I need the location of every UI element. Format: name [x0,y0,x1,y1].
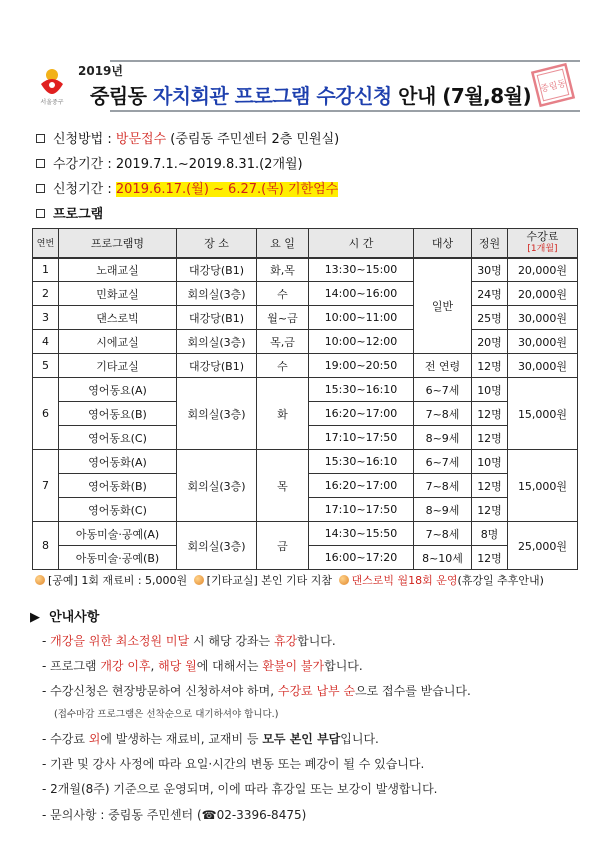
cell-capacity: 12명 [472,546,508,570]
info-deadline-highlight: 2019.6.17.(월) ~ 6.27.(목) 기한엄수 [115,182,339,197]
cell-day: 화 [257,378,309,450]
cell-name: 아동미술·공예(A) [59,522,177,546]
legend-dancerobic: 댄스로빅 월18회 운영 [351,574,458,587]
note-text: - 수강신청은 현장방문하여 신청하셔야 하며, [42,684,278,698]
seal-icon [528,62,578,108]
cell-no: 8 [33,522,59,570]
title-highlight: 자치회관 프로그램 수강신청 [152,84,392,108]
cell-time: 15:30~16:10 [309,378,414,402]
legend-guitar: [기타교실] 본인 기타 지참 [206,574,332,587]
cell-fee: 30,000원 [508,306,578,330]
note-schedule-change: - 기관 및 강사 사정에 따라 요일·시간의 변동 또는 폐강이 될 수 있습니다. [42,757,425,771]
program-table [32,228,578,570]
cell-time: 16:00~17:20 [309,546,414,570]
note-red-text: 휴강 [273,634,298,648]
table-row [33,258,578,282]
cell-name: 노래교실 [59,258,177,282]
cell-day: 월~금 [257,306,309,330]
cell-name: 댄스로빅 [59,306,177,330]
cell-place: 회의실(3층) [177,378,257,450]
cell-time: 14:30~15:50 [309,522,414,546]
header-no: 연번 [33,229,59,258]
cell-name: 시에교실 [59,330,177,354]
note-text: 에 발생하는 재료비, 교재비 등 [100,732,263,746]
notes-title: 안내사항 [49,610,100,625]
cell-name: 영어동요(A) [59,378,177,402]
note-bold-text: 모두 본인 부담 [262,732,341,746]
cell-name: 영어동화(A) [59,450,177,474]
cell-name: 영어동화(B) [59,474,177,498]
cell-day: 화,목 [257,258,309,282]
legend-material-fee: [공예] 1회 재료비 : 5,000원 [48,574,188,587]
note-red-text: 해당 월 [158,659,197,673]
cell-no: 1 [33,258,59,282]
cell-no: 6 [33,378,59,450]
cell-time: 10:00~12:00 [309,330,414,354]
table-row [33,330,578,354]
note-text: 으로 접수를 받습니다. [355,684,471,698]
page-title [90,80,531,109]
cell-capacity: 24명 [472,282,508,306]
title-part-1: 중림동 [90,84,153,108]
note-registration [42,682,471,699]
cell-no: 2 [33,282,59,306]
cell-name: 아동미술·공예(B) [59,546,177,570]
cell-capacity: 10명 [472,378,508,402]
table-header-row [33,229,578,258]
cell-day: 금 [257,522,309,570]
cell-target: 8~10세 [414,546,472,570]
cell-target: 8~9세 [414,498,472,522]
cell-day: 수 [257,282,309,306]
title-part-2: 안내 (7월,8월) [391,84,532,108]
orange-bullet-icon [194,575,204,585]
info-text: (중림동 주민센터 2층 민원실) [166,132,340,147]
header-fee [508,229,578,258]
note-red-text: 개강 이후 [100,659,151,673]
cell-target: 8~9세 [414,426,472,450]
cell-fee: 20,000원 [508,258,578,282]
cell-capacity: 25명 [472,306,508,330]
cell-time: 15:30~16:10 [309,450,414,474]
cell-place: 회의실(3층) [177,330,257,354]
info-label: 수강기간 : [53,157,116,172]
info-red-text: 방문접수 [115,132,167,147]
cell-fee: 30,000원 [508,330,578,354]
note-text: 에 대해서는 [196,659,263,673]
info-label: 신청방법 : [53,132,116,147]
note-text: 시 해당 강좌는 [189,634,274,648]
note-contact: - 문의사항 : 중림동 주민센터 (☎02-3396-8475) [42,808,307,822]
note-red-text: 수강료 납부 순 [277,684,356,698]
logo-text: 서울중구 [40,99,64,106]
cell-capacity: 20명 [472,330,508,354]
cell-place: 대강당(B1) [177,306,257,330]
cell-name: 영어동요(C) [59,426,177,450]
cell-target: 7~8세 [414,522,472,546]
cell-place: 대강당(B1) [177,354,257,378]
header-fee-sub: [1개월] [527,243,558,254]
cell-capacity: 10명 [472,450,508,474]
note-text: 합니다. [324,659,363,673]
cell-name: 기타교실 [59,354,177,378]
cell-target: 일반 [414,258,472,354]
note-red-text: 외 [88,732,101,746]
cell-time: 17:10~17:50 [309,426,414,450]
triangle-bullet-icon: ▶ [30,610,50,625]
header-time: 시 간 [309,229,414,258]
cell-place: 대강당(B1) [177,258,257,282]
cell-fee: 20,000원 [508,282,578,306]
cell-name: 영어동요(B) [59,402,177,426]
note-red-text: 개강을 위한 최소정원 미달 [50,634,190,648]
cell-target: 6~7세 [414,378,472,402]
table-row [33,450,578,474]
header-capacity: 정원 [472,229,508,258]
orange-bullet-icon [35,575,45,585]
checkbox-bullet-icon [36,209,45,218]
checkbox-bullet-icon [36,134,45,143]
cell-capacity: 8명 [472,522,508,546]
cell-capacity: 12명 [472,426,508,450]
header-top-rule [110,60,580,62]
cell-fee: 30,000원 [508,354,578,378]
note-text: - 수강료 [42,732,89,746]
header-place: 장 소 [177,229,257,258]
info-application-period [36,178,338,197]
notes-heading [30,606,99,625]
cell-name: 민화교실 [59,282,177,306]
checkbox-bullet-icon [36,159,45,168]
note-operation-basis: - 2개월(8주) 기준으로 운영되며, 이에 따라 휴강일 또는 보강이 발생합니다. [42,782,438,796]
official-seal [528,62,578,108]
note-refund [42,657,363,674]
legend-dancerobic-note: (휴강일 추후안내) [457,574,544,587]
cell-capacity: 12명 [472,498,508,522]
table-legend [32,572,544,588]
cell-capacity: 12명 [472,474,508,498]
header-fee-label: 수강료 [526,229,559,243]
orange-bullet-icon [339,575,349,585]
district-logo [32,64,72,108]
header-bottom-rule [110,110,580,112]
cell-target: 6~7세 [414,450,472,474]
cell-time: 13:30~15:00 [309,258,414,282]
note-text: , [150,659,159,673]
info-label: 신청기간 : [53,182,116,197]
note-red-text: 환불이 불가 [262,659,325,673]
cell-target: 7~8세 [414,402,472,426]
table-row [33,354,578,378]
table-row [33,306,578,330]
cell-place: 회의실(3층) [177,522,257,570]
cell-time: 14:00~16:00 [309,282,414,306]
cell-fee: 15,000원 [508,450,578,522]
cell-time: 16:20~17:00 [309,474,414,498]
cell-capacity: 12명 [472,402,508,426]
cell-fee: 25,000원 [508,522,578,570]
cell-target: 7~8세 [414,474,472,498]
cell-day: 수 [257,354,309,378]
header-year: 2019년 [78,64,123,78]
info-program-heading [36,203,103,222]
document-header [30,56,580,114]
note-text: - [42,634,51,648]
header-target: 대상 [414,229,472,258]
cell-day: 목,금 [257,330,309,354]
cell-day: 목 [257,450,309,522]
header-day: 요 일 [257,229,309,258]
info-course-period [36,153,303,172]
cell-time: 19:00~20:50 [309,354,414,378]
cell-no: 5 [33,354,59,378]
info-application-method [36,128,339,147]
table-row [33,282,578,306]
note-registration-sub: (접수마감 프로그램은 선착순으로 대기하셔야 합니다.) [54,709,279,720]
cell-capacity: 12명 [472,354,508,378]
info-text: 2019.7.1.~2019.8.31.(2개월) [115,157,303,172]
cell-no: 4 [33,330,59,354]
cell-place: 회의실(3층) [177,450,257,522]
cell-fee: 15,000원 [508,378,578,450]
cell-capacity: 30명 [472,258,508,282]
note-extra-costs [42,730,379,747]
cell-time: 17:10~17:50 [309,498,414,522]
cell-no: 7 [33,450,59,522]
table-row [33,378,578,402]
cell-place: 회의실(3층) [177,282,257,306]
cell-time: 16:20~17:00 [309,402,414,426]
cell-name: 영어동화(C) [59,498,177,522]
district-logo-icon [37,64,67,96]
note-text: 합니다. [297,634,336,648]
cell-time: 10:00~11:00 [309,306,414,330]
header-name: 프로그램명 [59,229,177,258]
note-text: - 프로그램 [42,659,101,673]
cell-target: 전 연령 [414,354,472,378]
info-label: 프로그램 [53,207,104,222]
note-text: 입니다. [340,732,379,746]
seal-text: 중림동 [539,78,568,95]
checkbox-bullet-icon [36,184,45,193]
note-minimum-enrollment [42,632,336,649]
cell-no: 3 [33,306,59,330]
table-row [33,522,578,546]
